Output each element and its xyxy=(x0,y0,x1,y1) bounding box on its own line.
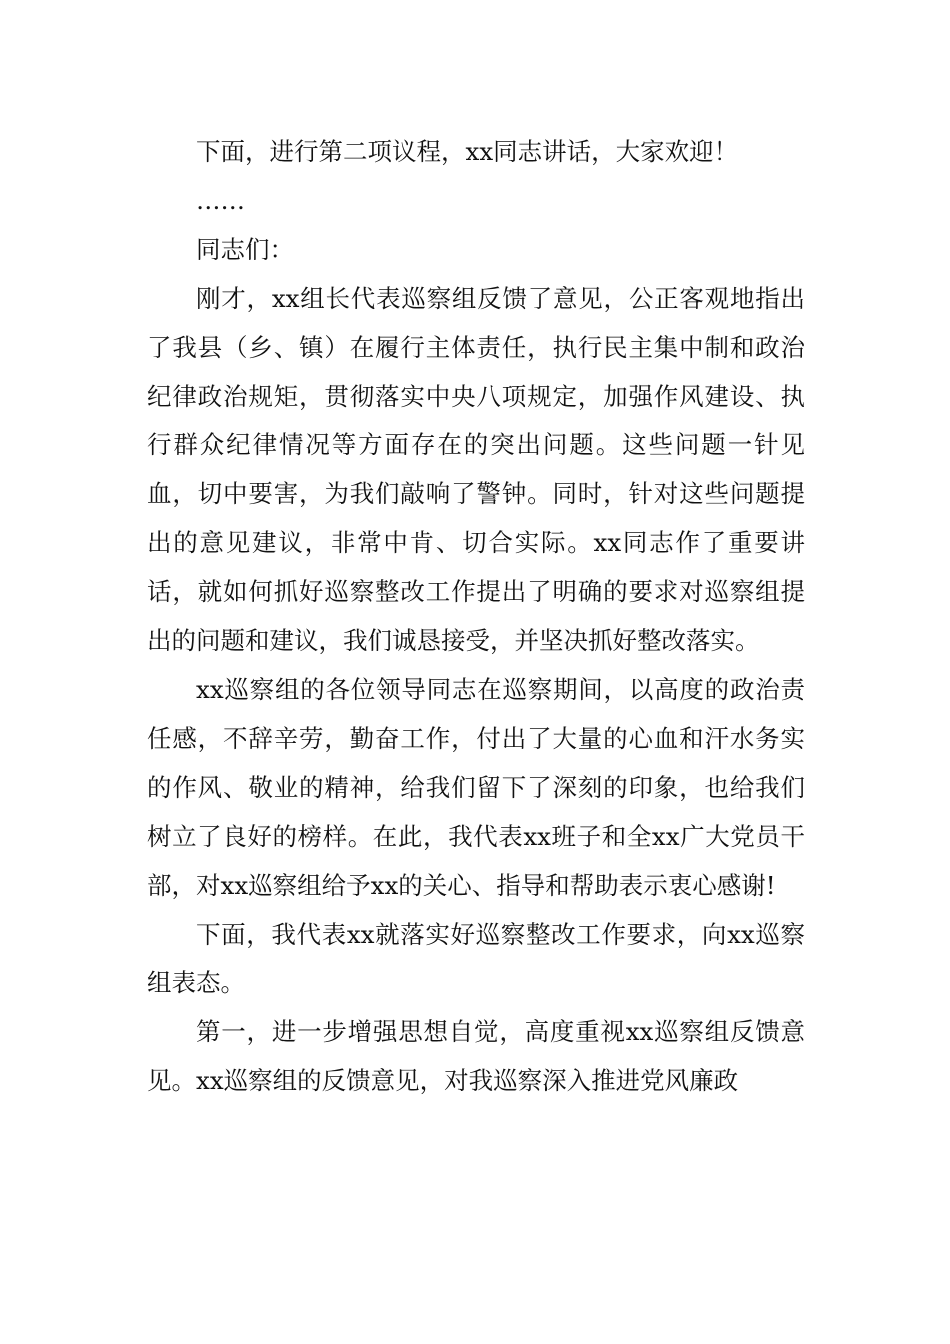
paragraph-agenda: 下面，进行第二项议程，xx同志讲话，大家欢迎！ xyxy=(196,137,739,166)
paragraph-thanks: xx巡察组的各位领导同志在巡察期间，以高度的政治责任感，不辞辛劳，勤奋工作，付出了大量的心血和汗水务实的作风、敬业的精神，给我们留下了深刻的印象，也给我们树立了良好的榜样。在此，我代表xx班子和全xx广大党员干部，对xx巡察组给予xx的关心、指导和帮助表示衷心感谢! xyxy=(147,674,805,900)
paragraph-ellipsis: …… xyxy=(196,185,245,215)
paragraph-feedback: 刚才，xx组长代表巡察组反馈了意见，公正客观地指出了我县（乡、镇）在履行主体责任，执行民主集中制和政治纪律政治规矩，贯彻落实中央八项规定，加强作风建设、执行群众纪律情况等方面存在的突出问题。这些问题一针见血，切中要害，为我们敲响了警钟。同时，针对这些问题提出的意见建议，非常中肯、切合实际。xx同志作了重要讲话，就如何抓好巡察整改工作提出了明确的要求对巡察组提出的问题和建议，我们诚恳接受，并坚决抓好整改落实。 xyxy=(147,283,805,656)
paragraph-salutation: 同志们： xyxy=(196,234,294,264)
paragraph-point-one: 第一，进一步增强思想自觉，高度重视xx巡察组反馈意见。xx巡察组的反馈意见，对我巡察深入推进党风廉政 xyxy=(147,1017,805,1096)
paragraph-statement-intro: 下面，我代表xx就落实好巡察整改工作要求，向xx巡察组表态。 xyxy=(147,919,805,998)
document-body xyxy=(147,128,805,1106)
